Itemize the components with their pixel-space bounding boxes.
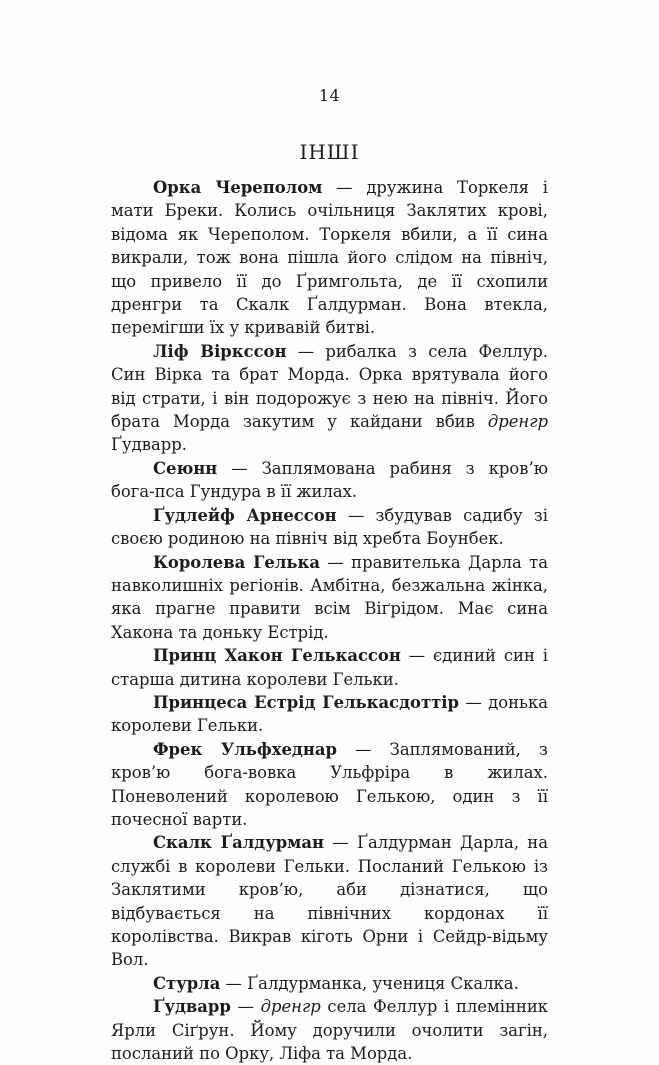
character-entry-orka: Орка Черепoлом — дружина Торкеля і мати Бреки. Колись очільниця Заклятих крові, відома як Череполом. Торкеля вбили, а її сина викрали, тож вона пішла його слідом на північ, що привело її до Ґримгольта, де її схопили дренгри та Скалк Ґалдурман. Вона втекла, перемігши їх у кривавій битві.: [111, 178, 549, 338]
character-description: правителька Дарла та навколишніх регіонів. Амбітна, безжальна жінка, яка прагне правити всім Віґрідом. Має сина Хакона та доньку Естрід.: [111, 552, 548, 642]
character-description: Заплямований, з кров’ю бога-вовка Ульфріра в жилах. Поневолений королевою Гелькою, один з її почесної варти.: [111, 739, 548, 829]
character-name: Орка Черепoлом: [153, 178, 323, 197]
character-description: дружина Торкеля і мати Бреки. Колись очільниця Заклятих крові, відома як Череполом. Торкеля вбили, а її сина викрали, тож вона пішла його слідом на північ, що привело її до Ґримгольта, де її схопили дренгри та Скалк Ґалдурман. Вона втекла, перемігши їх у кривавій битві.: [111, 178, 549, 338]
character-name: Ґудварр: [153, 997, 231, 1017]
character-description-end: Ґудварр.: [111, 435, 187, 455]
character-entry-frek: Фрек Ульфхеднар — Заплямований, з кров’ю бога-вовка Ульфріра в жилах. Поневолений королевою Гелькою, один з її почесної варти.: [111, 739, 548, 829]
character-description: села Феллур і племінник Ярли Сіґрун. Йому доручили очолити загін, посланий по Орку, Ліфа та Морда.: [111, 997, 548, 1064]
page-number: 14: [318, 86, 341, 105]
character-entry-estrid: Принцеса Естрід Гелькасдоттір — донька королеви Гельки.: [111, 692, 548, 736]
character-name: Ліф Віркссон: [153, 341, 287, 361]
character-list: [111, 176, 548, 1065]
character-name: Скалк Ґалдурман: [153, 833, 325, 853]
character-name: Принцеса Естрід Гелькасдоттір: [153, 692, 459, 712]
character-entry-skalk: Скалк Ґалдурман — Ґалдурман Дарла, на службі в королеви Гельки. Посланий Гелькою із Заклятими кров’ю, аби дізнатися, що відбувається на північних кордонах її королівства. Викрав кіготь Орни і Сейдр-відьму Вол.: [111, 833, 548, 970]
section-title: ІНШІ: [299, 140, 360, 164]
character-name: Ґудлейф Арнессон: [153, 505, 337, 525]
character-entry-gudvarr: Ґудварр — дренгр села Феллур і племінник Ярли Сіґрун. Йому доручили очолити загін, посланий по Орку, Ліфа та Морда.: [111, 997, 548, 1064]
character-name: Сеюнн: [153, 458, 218, 478]
character-entry-hakon: Принц Хакон Гелькассон — єдиний син і старша дитина королеви Гельки.: [111, 646, 548, 689]
character-description: Ґалдурманка, учениця Скалка.: [247, 973, 519, 993]
character-entry-helka: Королева Гелька — правителька Дарла та навколишніх регіонів. Амбітна, безжальна жінка, яка прагне правити всім Віґрідом. Має сина Хакона та доньку Естрід.: [111, 552, 548, 642]
character-description: Ґалдурман Дарла, на службі в королеви Гельки. Посланий Гелькою із Заклятими кров’ю, аби дізнатися, що відбувається на північних кордонах її королівства. Викрав кіготь Орни і Сейдр-відьму Вол.: [111, 833, 548, 970]
character-description: донька королеви Гельки.: [111, 692, 548, 736]
character-entry-seyunn: Сеюнн — Заплямована рабиня з кров’ю бога-пса Гундура в її жилах.: [111, 458, 549, 502]
character-name: Королева Гелька: [153, 552, 320, 572]
character-description: Заплямована рабиня з кров’ю бога-пса Гундура в її жилах.: [111, 458, 549, 502]
character-name: Фрек Ульфхеднар: [153, 739, 337, 759]
character-entry-gudleif: Ґудлейф Арнессон — збудував садибу зі своєю родиною на північ від хребта Боунбек.: [111, 505, 548, 549]
character-name: Принц Хакон Гелькассон: [153, 646, 401, 666]
character-description: єдиний син і старша дитина королеви Гельки.: [111, 646, 548, 689]
character-entry-lif: Ліф Віркссон — рибалка з села Феллур. Син Вірка та брат Морда. Орка врятувала його від страти, і він подорожує з нею на північ. Його брата Морда закутим у кайдани вбив дренгр Ґудварр.: [111, 341, 548, 455]
character-description: рибалка з села Феллур. Син Вірка та брат Морда. Орка врятувала його від страти, і він подорожує з нею на північ. Його брата Морда закутим у кайдани вбив: [111, 341, 548, 432]
italic-term: дренгр: [487, 412, 548, 432]
italic-term: дренгр: [260, 997, 321, 1017]
character-name: Стурла: [153, 973, 221, 993]
character-entry-sturla: Стурла — Ґалдурманка, учениця Скалка.: [153, 973, 519, 993]
character-description: збудував садибу зі своєю родиною на північ від хребта Боунбек.: [111, 505, 548, 549]
